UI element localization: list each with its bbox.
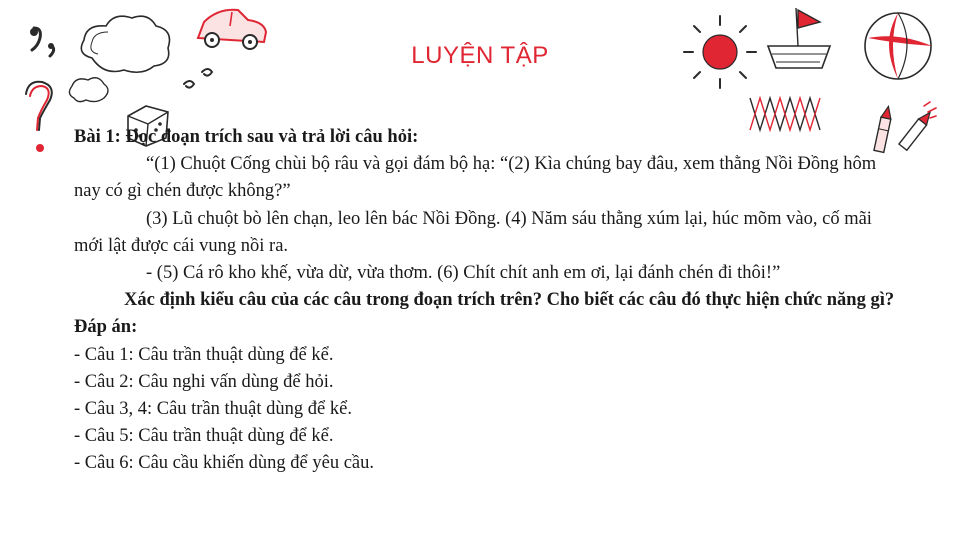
exercise-question: Xác định kiểu câu của các câu trong đoạn trích trên? Cho biết các câu đó thực hiện chức năng gì? [124, 290, 895, 311]
small-cloud-icon [66, 72, 112, 106]
answer-item-4: - Câu 5: Câu trần thuật dùng để kể. [74, 426, 334, 447]
page-title: LUYỆN TẬP [411, 42, 549, 69]
exercise-content [74, 124, 904, 478]
answer-item-5: - Câu 6: Câu cầu khiến dùng để yêu cầu. [74, 453, 375, 474]
passage-paragraph-2: (3) Lũ chuột bò lên chạn, leo lên bác Nồi Đồng. (4) Năm sáu thằng xúm lại, húc mõm vào, cố mãi mới lật được cái vung nồi ra. [74, 208, 872, 256]
answer-item-3: - Câu 3, 4: Câu trần thuật dùng để kể. [74, 399, 352, 420]
answer-item-1: - Câu 1: Câu trần thuật dùng để kể. [74, 344, 334, 365]
answer-label: Đáp án: [74, 317, 138, 338]
exercise-heading: Bài 1: Đọc đoạn trích sau và trả lời câu hỏi: [74, 127, 419, 147]
answer-item-2: - Câu 2: Câu nghi vấn dùng để hỏi. [74, 371, 334, 392]
passage-paragraph-1: “(1) Chuột Cống chùi bộ râu và gọi đám bộ hạ: “(2) Kìa chúng bay đâu, xem thằng Nồi Đồng hôm nay có gì chén được không?” [74, 154, 877, 202]
passage-paragraph-3: - (5) Cá rô kho khế, vừa dừ, vừa thơm. (6) Chít chít anh em ơi, lại đánh chén đi thôi!” [146, 263, 781, 284]
question-mark-icon [20, 76, 60, 160]
